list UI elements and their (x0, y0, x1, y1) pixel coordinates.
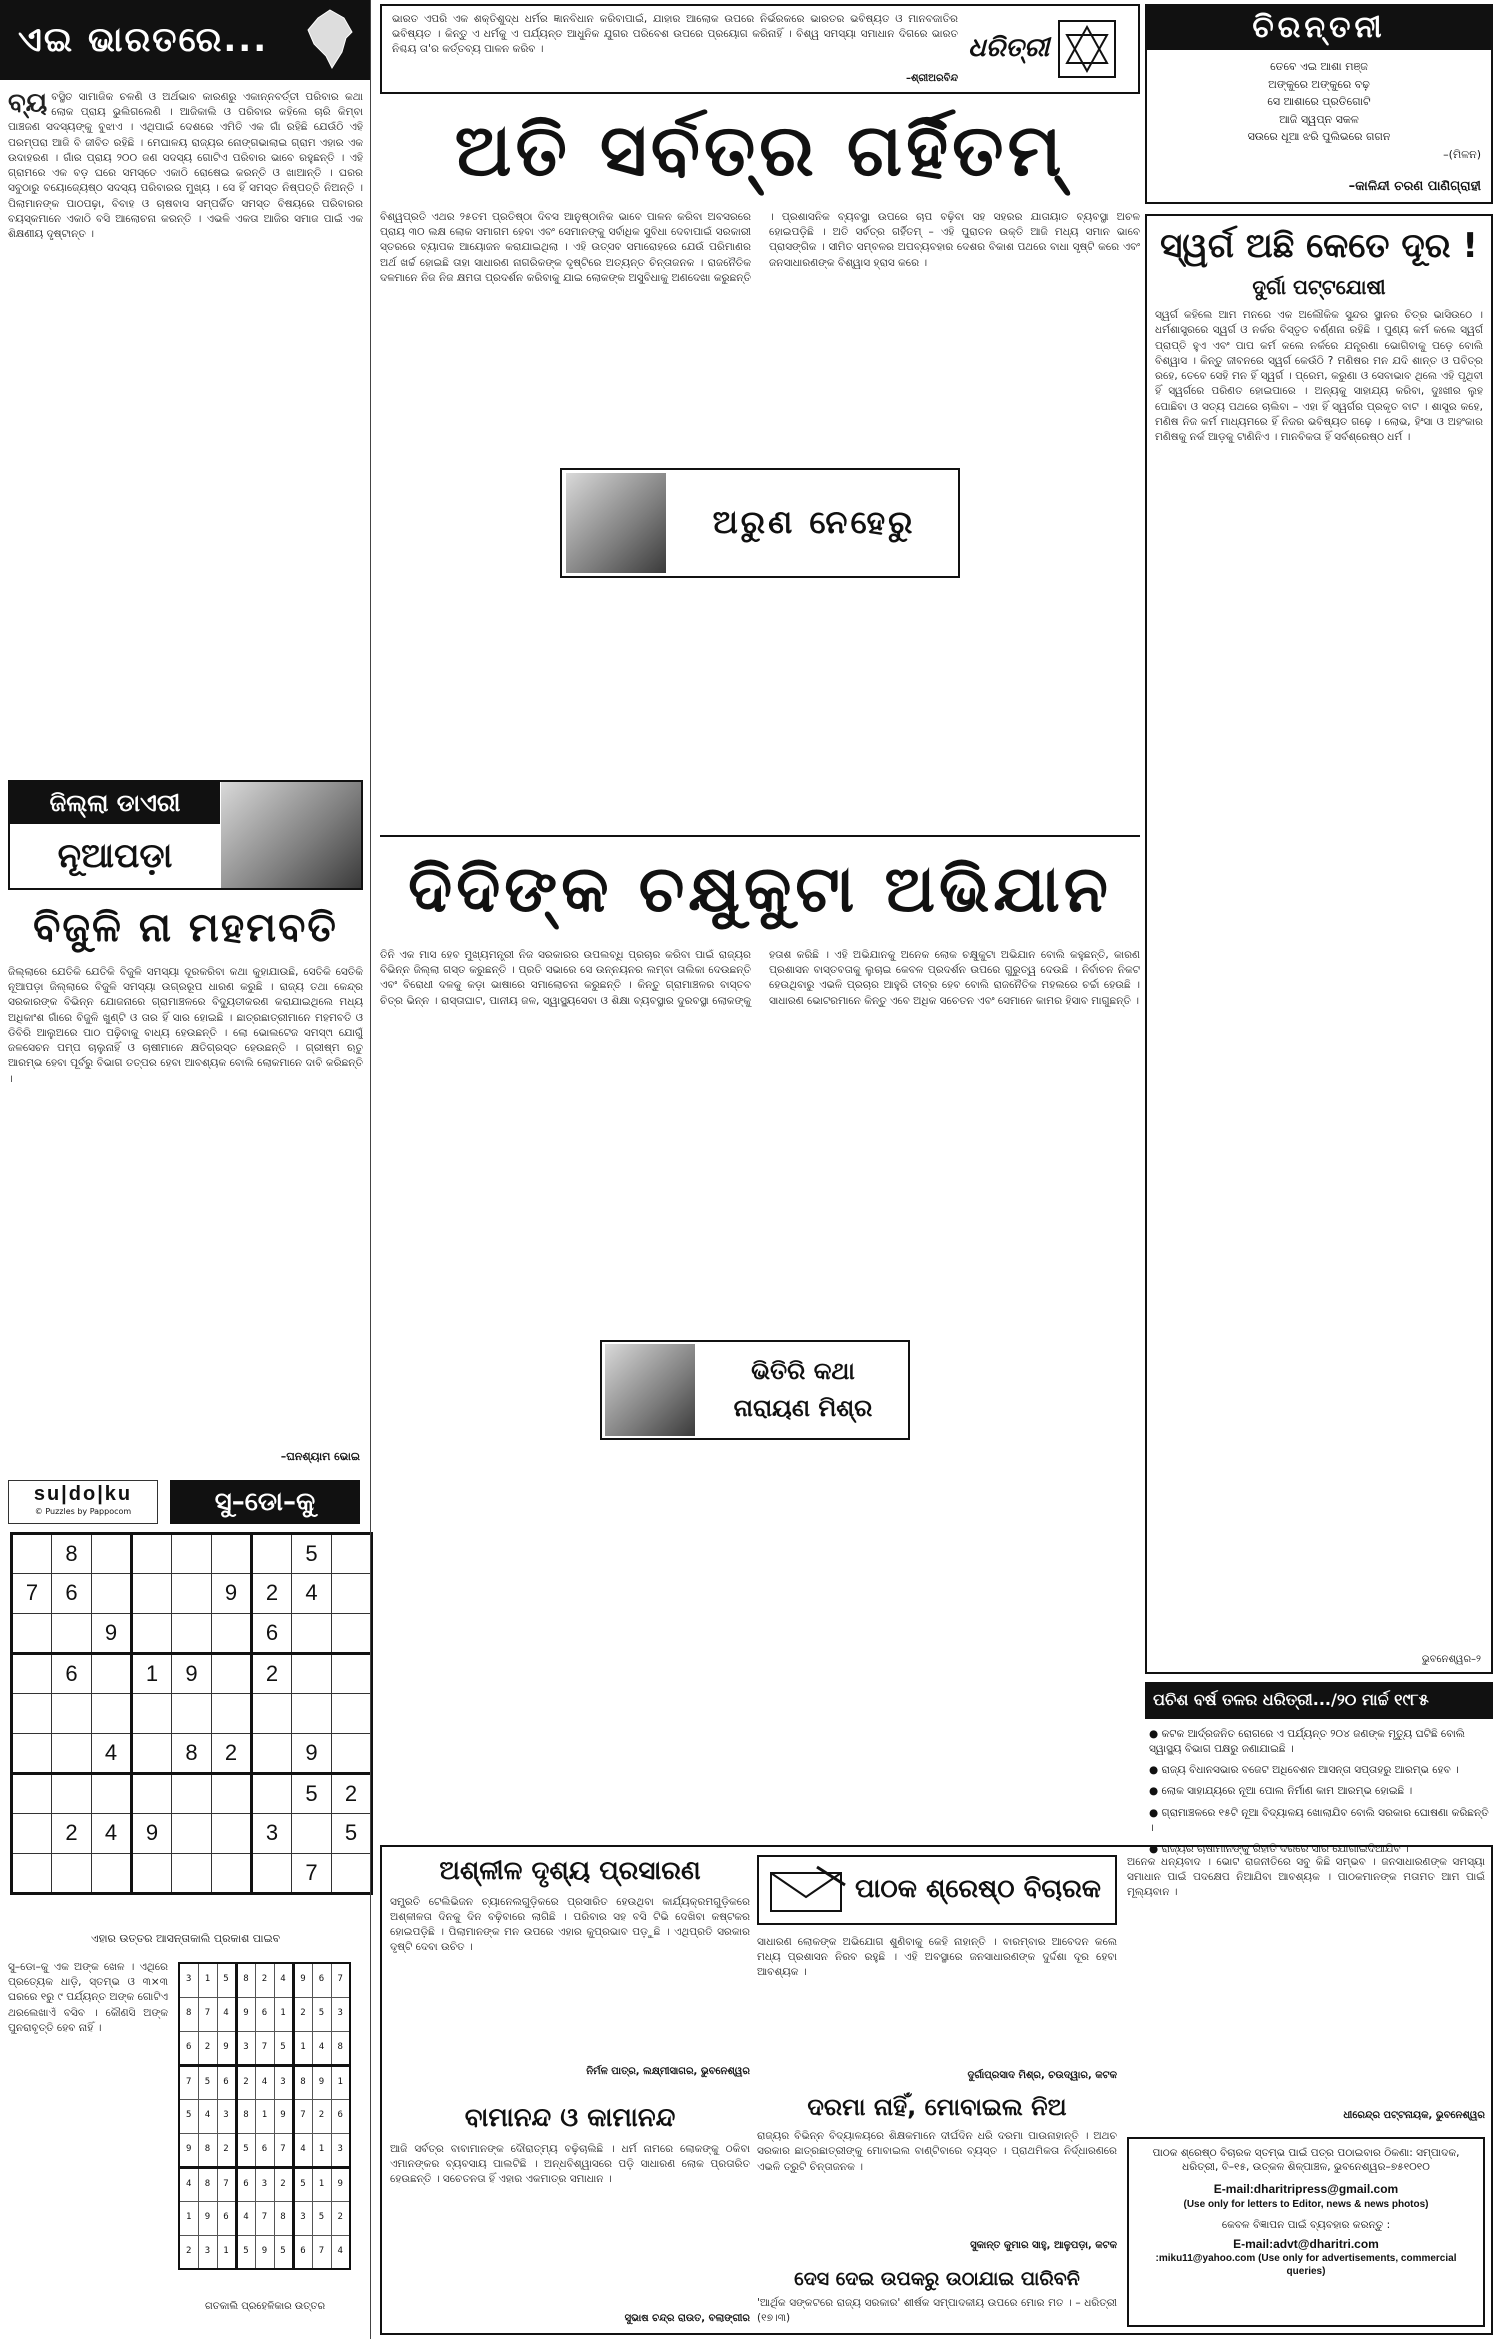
sudoku-cell[interactable] (92, 1654, 132, 1694)
solution-cell: 1 (312, 2133, 331, 2167)
sudoku-cell[interactable] (12, 1534, 52, 1574)
solution-cell: 4 (293, 2133, 312, 2167)
sudoku-cell[interactable] (12, 1854, 52, 1894)
solution-cell: 5 (217, 1963, 236, 1997)
solution-cell: 6 (293, 2235, 312, 2269)
sudoku-cell[interactable]: 1 (132, 1654, 172, 1694)
solution-cell: 1 (274, 1997, 293, 2031)
solution-cell: 3 (331, 2133, 350, 2167)
letter-3-body: ରାଜ୍ୟର ବିଭିନ୍ନ ବିଦ୍ୟାଳୟରେ ଶିକ୍ଷକମାନେ ଦୀର୍ଘଦିନ ଧରି ଦରମା ପାଉନାହାନ୍ତି । ଅଥଚ ସରକାର ଛାତ୍ରଛାତ୍ରୀଙ୍କୁ ମୋବାଇଲ ବାଣ୍ଟିବାରେ ବ୍ୟସ୍ତ । ପ୍ରାଥମିକତା ନିର୍ଦ୍ଧାରଣରେ ଏଭଳି ତ୍ରୁଟି ଚିନ୍ତାଜନକ । (757, 2130, 1117, 2173)
letter-1-title: ଅଶ୍ଳୀଳ ଦୃଶ୍ୟ ପ୍ରସାରଣ (439, 1856, 701, 1886)
poem-line: –(ମିଳନ) (1443, 147, 1481, 161)
ad-email[interactable]: E-mail:advt@dharitri.com (1233, 2236, 1379, 2251)
solution-cell: 9 (312, 2065, 331, 2099)
dignitary-headline: ଦିଦିଙ୍କ ଚକ୍ଷୁକୁଟା ଅଭିଯାନ (408, 853, 1112, 927)
sudoku-row (12, 1814, 372, 1854)
contact-intro (1127, 1855, 1485, 2105)
archive-item-text: ଲୋକ ସାହାଯ୍ୟରେ ନୂଆ ପୋଲ ନିର୍ମାଣ କାମ ଆରମ୍ଭ ହୋଇଛି । (1161, 1785, 1413, 1798)
quote-box (380, 4, 1140, 94)
dignitary-text: ତିନି ଏକ ମାସ ହେବ ମୁଖ୍ୟମନ୍ତ୍ରୀ ନିଜ ସରକାରର ଉପଲବ୍ଧି ପ୍ରଚାର କରିବା ପାଇଁ ରାଜ୍ୟର ବିଭିନ୍ନ ଜିଲ୍ଲା ଗସ୍ତ କରୁଛନ୍ତି । ପ୍ରତି ସଭାରେ ସେ ଉନ୍ନୟନର ଲମ୍ବା ତାଲିକା ଦେଉଛନ୍ତି ଏବଂ ବିରୋଧୀ ଦଳକୁ କଡ଼ା ଭାଷାରେ ସମାଲୋଚନା କରୁଛନ୍ତି । କିନ୍ତୁ ଗ୍ରାମାଞ୍ଚଳର ବାସ୍ତବ ଚିତ୍ର ଭିନ୍ନ । ରାସ୍ତାଘାଟ, ପାନୀୟ ଜଳ, ସ୍ୱାସ୍ଥ୍ୟସେବା ଓ ଶିକ୍ଷା ବ୍ୟବସ୍ଥାର ଦୁରବସ୍ଥା ଲୋକଙ୍କୁ ହତାଶ କରିଛି । ଏହି ଅଭିଯାନକୁ ଅନେକ ଲୋକ ଚକ୍ଷୁକୁଟା ଅଭିଯାନ ବୋଲି କହୁଛନ୍ତି, କାରଣ ପ୍ରଶାସନ ବାସ୍ତବତାକୁ ଲୁଚାଇ କେବଳ ପ୍ରଦର୍ଶନ ଉପରେ ଗୁରୁତ୍ୱ ଦେଉଛି । ନିର୍ବାଚନ ନିକଟ ହେଉଥିବାରୁ ଏଭଳି ପ୍ରଚାର ଆହୁରି ତୀବ୍ର ହେବ ବୋଲି ରାଜନୈତିକ ମହଲରେ ଚର୍ଚ୍ଚା ହେଉଛି । ସାଧାରଣ ଭୋଟରମାନେ କିନ୍ତୁ ଏବେ ଅଧିକ ସଚେତନ ଏବଂ ସେମାନେ କାମର ହିସାବ ମାଗୁଛନ୍ତି । (380, 949, 1140, 1007)
solution-cell: 4 (255, 2065, 274, 2099)
sudoku-cell[interactable]: 9 (172, 1654, 212, 1694)
sudoku-cell[interactable] (252, 1534, 292, 1574)
solution-cell: 3 (331, 1997, 350, 2031)
poem-line: ତେବେ ଏଇ ଆଶା ମଞ୍ଜ (1270, 60, 1368, 73)
sudoku-row (12, 1734, 372, 1774)
solution-cell: 3 (274, 2065, 293, 2099)
sudoku-cell[interactable] (12, 1654, 52, 1694)
poem-line: ଆଜି ସ୍ୱପ୍ନ ସକଳ (1279, 112, 1359, 126)
sudoku-cell[interactable] (332, 1534, 372, 1574)
district-name: ନୂଆପଡ଼ା (57, 836, 173, 876)
archive-item: ● ରାଜ୍ୟ ବିଧାନସଭାର ବଜେଟ ଅଧିବେଶନ ଆସନ୍ତା ସପ୍ତାହରୁ ଆରମ୍ଭ ହେବ । (1149, 1764, 1459, 1777)
sudoku-cell[interactable]: 3 (252, 1814, 292, 1854)
columnist-name: ନାରାୟଣ ମିଶ୍ର (733, 1394, 873, 1422)
solution-cell: 7 (312, 2235, 331, 2269)
sudoku-grid (10, 1532, 373, 1895)
sudoku-cell[interactable]: 2 (332, 1774, 372, 1814)
sudoku-cell[interactable] (12, 1734, 52, 1774)
solution-cell: 9 (179, 2133, 198, 2167)
sudoku-cell[interactable] (332, 1734, 372, 1774)
sudoku-answer-note: ଏହାର ଉତ୍ତର ଆସନ୍ତାକାଲି ପ୍ରକାଶ ପାଇବ (90, 1932, 281, 1945)
solution-cell: 6 (331, 2099, 350, 2133)
sudoku-cell[interactable] (212, 1854, 252, 1894)
solution-cell: 8 (293, 2065, 312, 2099)
solution-cell: 9 (274, 2099, 293, 2133)
sudoku-cell[interactable] (332, 1654, 372, 1694)
sudoku-cell[interactable]: 2 (252, 1654, 292, 1694)
solution-cell: 5 (274, 2031, 293, 2065)
column-byline-box (600, 1340, 910, 1440)
solution-cell: 3 (198, 2235, 217, 2269)
author-photo (566, 473, 666, 573)
solution-row (179, 2133, 350, 2167)
solution-cell: 8 (198, 2167, 217, 2201)
archive-item-text: ରାଜ୍ୟ ବିଧାନସଭାର ବଜେଟ ଅଧିବେଶନ ଆସନ୍ତା ସପ୍ତାହରୁ ଆରମ୍ଭ ହେବ । (1161, 1764, 1459, 1777)
district-photo (221, 782, 361, 888)
solution-cell: 8 (274, 2201, 293, 2235)
columnist-photo (605, 1344, 695, 1436)
sudoku-cell[interactable] (252, 1734, 292, 1774)
solution-cell: 3 (179, 1963, 198, 1997)
sudoku-cell[interactable] (132, 1614, 172, 1654)
sudoku-cell[interactable] (52, 1774, 92, 1814)
archive-item-text: ଗ୍ରାମାଞ୍ଚଳରେ ୧୫ଟି ନୂଆ ବିଦ୍ୟାଳୟ ଖୋଲାଯିବ ବୋଲି ସରକାର ଘୋଷଣା କରିଛନ୍ତି । (1149, 1806, 1489, 1834)
sudoku-row (12, 1574, 372, 1614)
sudoku-cell[interactable]: 9 (92, 1614, 132, 1654)
letter-4 (757, 2267, 1117, 2331)
solution-cell: 2 (312, 2099, 331, 2133)
sudoku-cell[interactable] (212, 1614, 252, 1654)
sudoku-cell[interactable] (132, 1854, 172, 1894)
solution-cell: 4 (312, 2031, 331, 2065)
letter-2-body: ଆଜି ସର୍ବତ୍ର ବାବାମାନଙ୍କ ଦୌରାତ୍ମ୍ୟ ବଢ଼ିଚାଲିଛି । ଧର୍ମ ନାମରେ ଲୋକଙ୍କୁ ଠକିବା ଏମାନଙ୍କର ବ୍ୟବସାୟ ପାଲଟିଛି । ଅନ୍ଧବିଶ୍ୱାସରେ ପଡ଼ି ସାଧାରଣ ଲୋକ ପ୍ରତାରିତ ହେଉଛନ୍ତି । ସଚେତନତା ହିଁ ଏହାର ଏକମାତ୍ର ସମାଧାନ । (390, 2142, 750, 2186)
solution-cell: 2 (217, 2133, 236, 2167)
solution-cell: 1 (198, 1963, 217, 1997)
sudoku-cell[interactable] (132, 1534, 172, 1574)
sudoku-cell[interactable] (52, 1614, 92, 1654)
solution-cell: 1 (255, 2099, 274, 2133)
solution-cell: 9 (255, 2235, 274, 2269)
district-diary-label: ଜିଲ୍ଲା ଡାଏରୀ (10, 782, 220, 824)
archive-item: ● କଟକ ଆର୍ଦ୍ରଜନିତ ରୋଗରେ ଏ ପର୍ଯ୍ୟନ୍ତ ୨୦୪ ଜଣଙ୍କ ମୃତ୍ୟୁ ଘଟିଛି ବୋଲି ସ୍ୱାସ୍ଥ୍ୟ ବିଭାଗ ପକ୍ଷରୁ ଜଣାଯାଇଛି । (1149, 1727, 1465, 1756)
sudoku-cell[interactable] (332, 1854, 372, 1894)
solution-cell: 8 (331, 2031, 350, 2065)
sudoku-solution-grid (178, 1962, 351, 2270)
solution-cell: 7 (179, 2065, 198, 2099)
sudoku-brand (8, 1480, 158, 1524)
india-map-icon (300, 8, 360, 72)
solution-cell: 2 (331, 2201, 350, 2235)
heaven-author: ଦୁର୍ଗା ପଟ୍ଟଯୋଷୀ (1252, 275, 1386, 300)
solution-cell: 2 (179, 2235, 198, 2269)
sudoku-prev-solution-label: ଗତକାଲି ପ୍ରହେଳିକାର ଉତ୍ତର (204, 2301, 326, 2312)
sudoku-cell[interactable] (52, 1734, 92, 1774)
poem-line: ଅଙ୍କୁରେ ଅଙ୍କୁରେ ବଢ଼ (1268, 77, 1370, 91)
solution-cell: 5 (312, 1997, 331, 2031)
sudoku-cell[interactable] (172, 1614, 212, 1654)
letter-3-title: ଦରମା ନାହିଁ, ମୋବାଇଲ ନିଅ (807, 2093, 1067, 2121)
left-feature-body: ବସ୍ଥିତ ସାମାଜିକ ଚଳଣି ଓ ଅର୍ଥଭାବ କାରଣରୁ ଏକାନ୍ନବର୍ତ୍ତୀ ପରିବାର କଥା ଲୋକ ପ୍ରାୟ ଭୁଲିଗଲେଣି । ଆଜିକାଲି ଓ ପରିବାର କହିଲେ ଚାରି କିମ୍ବା ପାଞ୍ଚଜଣ ସଦସ୍ୟଙ୍କୁ ବୁଝାଏ । ଏଥିପାଇଁ ଦେଶରେ ଏମିତି ଏକ ଗାଁ ରହିଛି ଯେଉଁଠି ଏହି ପରମ୍ପରା ଆଜି ବି ଜୀବିତ ରହିଛି । ମେଘାଳୟ ରାଜ୍ୟର ନୋଙ୍ଗଭାଲାଇ ଗ୍ରାମ ଏହାର ଏକ ଉଦାହରଣ । ଗାଁର ପ୍ରାୟ ୨୦୦ ଜଣ ସଦସ୍ୟ ଗୋଟିଏ ପରିବାର ଭାବେ ରହୁଛନ୍ତି । ଏହି ଗ୍ରାମରେ ଏକ ବଡ଼ ଘରେ ସମସ୍ତେ ଏକାଠି ରୋଷେଇ କରନ୍ତି ଓ ଖାଆନ୍ତି । ଘରର ସବୁଠାରୁ ବୟୋଜ୍ୟେଷ୍ଠ ସଦସ୍ୟ ପରିବାରର ମୁଖ୍ୟ । ସେ ହିଁ ସମସ୍ତ ନିଷ୍ପତ୍ତି ନିଅନ୍ତି । ପିଲାମାନଙ୍କ ପାଠପଢ଼ା, ବିବାହ ଓ ଚାଷବାସ ସମ୍ପର୍କିତ ସମସ୍ତ ବିଷୟରେ ପରିବାରର ବୟସ୍କମାନେ ଏକାଠି ବସି ଆଲୋଚନା କରନ୍ତି । ଏଭଳି ଏକତା ଆଜିର ସମାଜ ପାଇଁ ଏକ ଶିକ୍ଷଣୀୟ ଦୃଷ୍ଟାନ୍ତ । (8, 91, 363, 240)
solution-row (179, 2031, 350, 2065)
sudoku-cell[interactable]: 8 (52, 1534, 92, 1574)
sudoku-cell[interactable]: 4 (92, 1814, 132, 1854)
solution-cell: 5 (293, 2167, 312, 2201)
sudoku-cell[interactable]: 5 (292, 1774, 332, 1814)
sudoku-cell[interactable] (172, 1814, 212, 1854)
sudoku-cell[interactable]: 9 (132, 1814, 172, 1854)
letter-2 (390, 2102, 750, 2332)
solution-cell: 8 (198, 2133, 217, 2167)
solution-cell: 6 (217, 2201, 236, 2235)
archive-item: ● ଲୋକ ସାହାଯ୍ୟରେ ନୂଆ ପୋଲ ନିର୍ମାଣ କାମ ଆରମ୍ଭ ହୋଇଛି । (1149, 1785, 1413, 1798)
sudoku-cell[interactable] (292, 1614, 332, 1654)
solution-cell: 1 (331, 2065, 350, 2099)
letter-3 (757, 2092, 1117, 2262)
sudoku-rules-text: ସୁ–ଡୋ–କୁ ଏକ ଅଙ୍କ ଖେଳ । ଏଥିରେ ପ୍ରତ୍ୟେକ ଧାଡ଼ି, ସ୍ତମ୍ଭ ଓ ୩×୩ ଘରରେ ୧ରୁ ୯ ପର୍ଯ୍ୟନ୍ତ ଅଙ୍କ ଗୋଟିଏ ଥରଲେଖାଏଁ ବସିବ । କୌଣସି ଅଙ୍କ ପୁନରାବୃତ୍ତି ହେବ ନାହିଁ । (8, 1961, 168, 2034)
sudoku-cell[interactable]: 4 (92, 1734, 132, 1774)
sudoku-cell[interactable]: 7 (12, 1574, 52, 1614)
sudoku-cell[interactable] (172, 1854, 212, 1894)
solution-cell: 1 (217, 2235, 236, 2269)
sudoku-rules (8, 1960, 168, 2280)
solution-row (179, 2065, 350, 2099)
main-headline: ଅତି ସର୍ବତ୍ର ଗର୍ହିତମ୍ (454, 108, 1066, 192)
column-label: ଭିତିରି କଥା (751, 1356, 855, 1385)
solution-cell: 1 (179, 2201, 198, 2235)
letter-1-sign: ନିର୍ମଳ ପାତ୍ର, ଲକ୍ଷ୍ମୀସାଗର, ଭୁବନେଶ୍ୱର (586, 2065, 750, 2077)
sudoku-cell[interactable]: 4 (292, 1574, 332, 1614)
sudoku-cell[interactable] (212, 1534, 252, 1574)
electricity-author: –ଘନଶ୍ୟାମ ଭୋଇ (280, 1450, 360, 1463)
sudoku-cell[interactable] (92, 1694, 132, 1734)
letter-3-sign: ସୁକାନ୍ତ କୁମାର ସାହୁ, ଆଳୁପଡ଼ା, କଟକ (970, 2240, 1117, 2252)
sudoku-cell[interactable]: 9 (292, 1734, 332, 1774)
solution-cell: 3 (293, 2201, 312, 2235)
quote-author: –ଶ୍ରୀଅରବିନ୍ଦ (905, 73, 958, 84)
poem-lines (1147, 50, 1491, 172)
drop-cap: ବ୍ୟ (8, 90, 48, 118)
logo-text: ଧରିତ୍ରୀ (968, 33, 1050, 64)
solution-cell: 4 (274, 1963, 293, 1997)
solution-cell: 9 (293, 1963, 312, 1997)
sudoku-cell[interactable] (172, 1694, 212, 1734)
solution-cell: 2 (198, 2031, 217, 2065)
ad-label: କେବଳ ବିଜ୍ଞାପନ ପାଇଁ ବ୍ୟବହାର କରନ୍ତୁ : (1221, 2218, 1391, 2231)
solution-cell: 5 (179, 2099, 198, 2133)
sudoku-cell[interactable] (92, 1774, 132, 1814)
poet-name: –କାଳିନ୍ଦୀ ଚରଣ ପାଣିଗ୍ରାହୀ (1348, 179, 1481, 195)
sudoku-cell[interactable]: 7 (292, 1854, 332, 1894)
sudoku-cell[interactable] (172, 1774, 212, 1814)
contact-intro-sign: ଧୀରେନ୍ଦ୍ର ପଟ୍ଟନାୟକ, ଭୁବନେଶ୍ୱର (1343, 2110, 1485, 2121)
sudoku-cell[interactable] (12, 1694, 52, 1734)
district-diary-box (8, 780, 363, 890)
sudoku-cell[interactable] (292, 1654, 332, 1694)
solution-cell: 8 (236, 2099, 255, 2133)
author-name: ଅରୁଣ ନେହେରୁ (712, 503, 916, 542)
letter-4-body: 'ଆର୍ଥିକ ସଙ୍କଟରେ ରାଜ୍ୟ ସରକାର' ଶୀର୍ଷକ ସମ୍ପାଦକୀୟ ଉପରେ ମୋର ମତ । – ଧରିତ୍ରୀ (୧୭।୩) (757, 2296, 1117, 2324)
sudoku-brand-logo: su|do|ku (33, 1483, 133, 1505)
solution-cell: 7 (198, 1997, 217, 2031)
sudoku-cell[interactable] (52, 1694, 92, 1734)
sudoku-cell[interactable] (332, 1574, 372, 1614)
solution-cell: 9 (198, 2201, 217, 2235)
solution-row (179, 1997, 350, 2031)
sudoku-cell[interactable]: 2 (212, 1734, 252, 1774)
heaven-headline: ସ୍ୱର୍ଗ ଅଛି କେତେ ଦୂର ! (1160, 226, 1478, 266)
letter-1 (390, 1855, 750, 2095)
solution-cell: 4 (217, 1997, 236, 2031)
solution-row (179, 2201, 350, 2235)
solution-cell: 6 (255, 2133, 274, 2167)
sudoku-row (12, 1614, 372, 1654)
solution-cell: 4 (179, 2167, 198, 2201)
star-emblem-icon (1057, 19, 1117, 79)
archive-title: ପଚିଶ ବର୍ଷ ତଳର ଧରିତ୍ରୀ.../୨୦ ମାର୍ଚ୍ଚ ୧୯୮୫ (1145, 1682, 1493, 1719)
letter-1-body: ସମ୍ପ୍ରତି ଟେଲିଭିଜନ ଚ୍ୟାନେଲଗୁଡ଼ିକରେ ପ୍ରସାରିତ ହେଉଥିବା କାର୍ଯ୍ୟକ୍ରମଗୁଡ଼ିକରେ ଅଶ୍ଳୀଳତା ଦିନକୁ ଦିନ ବଢ଼ିବାରେ ଲାଗିଛି । ପରିବାର ସହ ବସି ଟିଭି ଦେଖିବା କଷ୍ଟକର ହୋଇପଡ଼ିଛି । ପିଲାମାନଙ୍କ ମନ ଉପରେ ଏହାର କୁପ୍ରଭାବ ପଡ଼ୁଛି । ଏଥିପ୍ରତି ସରକାର ଦୃଷ୍ଟି ଦେବା ଉଚିତ । (390, 1895, 750, 1954)
solution-cell: 8 (236, 1963, 255, 1997)
sudoku-cell[interactable] (172, 1574, 212, 1614)
solution-cell: 2 (274, 2167, 293, 2201)
sudoku-cell[interactable]: 8 (172, 1734, 212, 1774)
left-feature-article (8, 90, 363, 770)
sudoku-cell[interactable] (132, 1734, 172, 1774)
solution-cell: 9 (236, 1997, 255, 2031)
solution-cell: 6 (255, 1997, 274, 2031)
sudoku-row (12, 1854, 372, 1894)
solution-cell: 8 (179, 1997, 198, 2031)
sudoku-cell[interactable] (212, 1814, 252, 1854)
sudoku-cell[interactable] (132, 1574, 172, 1614)
main-editorial-text: ବିଶ୍ୱପ୍ରତି ଏଥର ୨୫ତମ ପ୍ରତିଷ୍ଠା ଦିବସ ଆନୁଷ୍ଠାନିକ ଭାବେ ପାଳନ କରିବା ଅବସରରେ ପ୍ରାୟ ୩୦ ଲକ୍ଷ ଲୋକ ସମାଗମ ହେବା ଏବଂ ସେମାନଙ୍କୁ ସର୍ବାଧିକ ସୁବିଧା ଦେବାପାଇଁ ସରକାରୀ ସ୍ତରରେ ବ୍ୟାପକ ଆୟୋଜନ କରାଯାଇଥିଲା । ଏହି ଉତ୍ସବ ସମାରୋହରେ ଯେଉଁ ପରିମାଣର ଅର୍ଥ ଖର୍ଚ୍ଚ ହୋଇଛି ତାହା ସାଧାରଣ ନାଗରିକଙ୍କ ଦୃଷ୍ଟିରେ ଅତ୍ୟନ୍ତ ଚିନ୍ତାଜନକ । ରାଜନୈତିକ ଦଳମାନେ ନିଜ ନିଜ କ୍ଷମତା ପ୍ରଦର୍ଶନ କରିବାକୁ ଯାଇ ଲୋକଙ୍କ ଅସୁବିଧାକୁ ଅଣଦେଖା କରୁଛନ୍ତି । ପ୍ରଶାସନିକ ବ୍ୟବସ୍ଥା ଉପରେ ଚାପ ବଢ଼ିବା ସହ ସହରର ଯାତାୟାତ ବ୍ୟବସ୍ଥା ଅଚଳ ହୋଇପଡ଼ିଛି । ଅତି ସର୍ବତ୍ର ଗର୍ହିତମ୍ – ଏହି ପୁରାତନ ଉକ୍ତି ଆଜି ମଧ୍ୟ ସମାନ ଭାବେ ପ୍ରାସଙ୍ଗିକ । ସୀମିତ ସମ୍ବଳର ଅପବ୍ୟବହାର ଦେଶର ବିକାଶ ପଥରେ ବାଧା ସୃଷ୍ଟି କରେ ଏବଂ ଜନସାଧାରଣଙ୍କ ବିଶ୍ୱାସ ହ୍ରାସ କରେ । (380, 211, 1140, 284)
sudoku-cell[interactable]: 2 (52, 1814, 92, 1854)
letter-middle-sign: ଦୁର୍ଗାପ୍ରସାଦ ମିଶ୍ର, ଚଉଦ୍ୱାର, କଟକ (967, 2070, 1117, 2081)
sudoku-cell[interactable] (212, 1654, 252, 1694)
solution-cell: 5 (236, 2235, 255, 2269)
solution-cell: 5 (312, 2201, 331, 2235)
sudoku-cell[interactable] (92, 1534, 132, 1574)
sudoku-cell[interactable] (92, 1854, 132, 1894)
electricity-body (8, 965, 363, 1445)
solution-cell: 9 (331, 2167, 350, 2201)
solution-cell: 2 (236, 2065, 255, 2099)
quote-text: ଭାରତ ଏପରି ଏକ ଶକ୍ତିଶୁଦ୍ଧ ଧର୍ମର ଜ୍ଞାନବିଧାନ କରିବାପାଇଁ, ଯାହାର ଆଲୋକ ଉପରେ ନିର୍ଭରକରେ ଭାରତର ଭବିଷ୍ୟତ ଓ ମାନବଜାତିର ଭବିଷ୍ୟତ । କିନ୍ତୁ ଏ ଧର୍ମକୁ ଏ ପର୍ଯ୍ୟନ୍ତ ଆଧୁନିକ ଯୁଗର ପରିବେଶ ଉପରେ ପ୍ରୟୋଗ କରିନାହିଁ । ବିଶ୍ୱ ସମସ୍ୟା ସମାଧାନ ଦିଗରେ ଭାରତ ନିଶ୍ଚୟ ତା'ର କର୍ତ୍ତବ୍ୟ ପାଳନ କରିବ । (392, 13, 958, 56)
solution-cell: 7 (293, 2099, 312, 2133)
poem-box (1145, 4, 1493, 204)
solution-row (179, 2235, 350, 2269)
sudoku-cell[interactable]: 2 (252, 1574, 292, 1614)
sudoku-cell[interactable] (172, 1534, 212, 1574)
solution-cell: 9 (217, 2031, 236, 2065)
sudoku-row (12, 1694, 372, 1734)
archive-item-text: କଟକ ଆର୍ଦ୍ରଜନିତ ରୋଗରେ ଏ ପର୍ଯ୍ୟନ୍ତ ୨୦୪ ଜଣଙ୍କ ମୃତ୍ୟୁ ଘଟିଛି ବୋଲି ସ୍ୱାସ୍ଥ୍ୟ ବିଭାଗ ପକ୍ଷରୁ ଜଣାଯାଇଛି । (1149, 1727, 1465, 1756)
solution-cell: 3 (255, 2167, 274, 2201)
sudoku-row (12, 1654, 372, 1694)
sudoku-cell[interactable] (252, 1854, 292, 1894)
editor-email[interactable]: E-mail:dharitripress@gmail.com (1213, 2182, 1399, 2197)
electricity-headline: ବିଜୁଳି ନା ମହମବତି (33, 905, 338, 951)
editor-email-note: (Use only for letters to Editor, news & news photos) (1183, 2198, 1429, 2210)
poem-line: ସେ ଆଶାରେ ପ୍ରତିଗୋଟି (1267, 95, 1371, 109)
letter-2-sign: ସୁଭାଷ ଚନ୍ଦ୍ର ରାଉତ, ବଲାଙ୍ଗୀର (624, 2312, 750, 2324)
sudoku-cell[interactable] (132, 1694, 172, 1734)
sudoku-cell[interactable] (92, 1574, 132, 1614)
solution-cell: 6 (236, 2167, 255, 2201)
solution-cell: 4 (236, 2201, 255, 2235)
sudoku-cell[interactable] (292, 1814, 332, 1854)
solution-cell: 7 (331, 1963, 350, 1997)
solution-cell: 7 (255, 2201, 274, 2235)
contact-intro-text: ଅନେକ ଧନ୍ୟବାଦ । ଭୋଟ ରାଜନୀତିରେ ସବୁ କିଛି ସମ୍ଭବ । ଜନସାଧାରଣଙ୍କ ସମସ୍ୟା ସମାଧାନ ପାଇଁ ପଦକ୍ଷେପ ନିଆଯିବା ଆବଶ୍ୟକ । ପାଠକମାନଙ୍କ ମତାମତ ଆମ ପାଇଁ ମୂଲ୍ୟବାନ । (1127, 1856, 1485, 1899)
solution-cell: 6 (217, 2065, 236, 2099)
poem-title: ଚିରନ୍ତନୀ (1147, 6, 1491, 50)
heaven-dateline: ଭୁବନେଶ୍ୱର–୨ (1421, 1654, 1481, 1665)
sudoku-cell[interactable] (12, 1614, 52, 1654)
solution-cell: 6 (179, 2031, 198, 2065)
archive-item: ● ଗ୍ରାମାଞ୍ଚଳରେ ୧୫ଟି ନୂଆ ବିଦ୍ୟାଳୟ ଖୋଲାଯିବ ବୋଲି ସରକାର ଘୋଷଣା କରିଛନ୍ତି । (1149, 1806, 1489, 1834)
electricity-text: ଜିଲ୍ଲାରେ ଯେତିକି ଯେତିକି ବିଜୁଳି ସମସ୍ୟା ଦୂରକରିବା କଥା କୁହାଯାଉଛି, ସେତିକି ସେତିକି ନୂଆପଡ଼ା ଜିଲ୍ଲାରେ ବିଜୁଳି ସମସ୍ୟା ଉଗ୍ରରୂପ ଧାରଣ କରୁଛି । ରାଜ୍ୟ ତଥା କେନ୍ଦ୍ର ସରକାରଙ୍କ ବିଭିନ୍ନ ଯୋଜନାରେ ଗ୍ରାମାଞ୍ଚଳରେ ବିଦ୍ୟୁତୀକରଣ କରାଯାଇଥିଲେ ମଧ୍ୟ ଅଧିକାଂଶ ଗାଁରେ ବିଜୁଳି ଖୁଣ୍ଟି ଓ ତାର ହିଁ ସାର ହୋଇଛି । ଛାତ୍ରଛାତ୍ରୀମାନେ ମହମବତି ଓ ଡିବିରି ଆଲୁଅରେ ପାଠ ପଢ଼ିବାକୁ ବାଧ୍ୟ ହେଉଛନ୍ତି । ଲୋ ଭୋଲଟେଜ ସମସ୍୯ା ଯୋଗୁଁ ଜଳସେଚନ ପମ୍ପ ଚାଲୁନାହିଁ ଓ ଚାଷୀମାନେ କ୍ଷତିଗ୍ରସ୍ତ ହେଉଛନ୍ତି । ଗ୍ରୀଷ୍ମ ଋତୁ ଆରମ୍ଭ ହେବା ପୂର୍ବରୁ ବିଭାଗ ତତ୍ପର ହେବା ଆବଶ୍ୟକ ବୋଲି ଲୋକମାନେ ଦାବି କରିଛନ୍ତି । (8, 966, 363, 1085)
letter-4-title: ଦେସ ଦେଇ ଉପକରୁ ଉଠାଯାଇ ପାରିବନି (794, 2268, 1080, 2290)
ad-email-2[interactable]: :miku11@yahoo.com (Use only for advertisements, commercial queries) (1155, 2253, 1457, 2278)
poem-line: ସଉରେ ଧୂଆ ଝରି ପୁଲିଭରେ ଗଗନ (1247, 130, 1391, 144)
archive-item-text: ରାଜ୍ୟର ଚାଷୀମାନଙ୍କୁ ରିହାତି ଦରରେ ସାର ଯୋଗାଇଦିଆଯିବ । (1161, 1843, 1409, 1856)
solution-cell: 1 (293, 2031, 312, 2065)
solution-cell: 6 (312, 1963, 331, 1997)
sudoku-cell[interactable] (292, 1694, 332, 1734)
solution-cell: 2 (255, 1963, 274, 1997)
sudoku-cell[interactable] (132, 1774, 172, 1814)
solution-cell: 3 (217, 2099, 236, 2133)
contact-address: ପାଠକ ଶ୍ରେଷ୍ଠ ବିଚାରକ ସ୍ତମ୍ଭ ପାଇଁ ପତ୍ର ପଠାଇବାର ଠିକଣା: ସମ୍ପାଦକ, ଧରିତ୍ରୀ, ବି–୧୫, ଉତ୍କଳ ଶିଳ୍ପାଞ୍ଚଳ, ଭୁବନେଶ୍ୱର–୭୫୧୦୧୦ (1152, 2147, 1460, 2173)
solution-cell: 7 (274, 2133, 293, 2167)
archive-item: ● ରାଜ୍ୟର ଚାଷୀମାନଙ୍କୁ ରିହାତି ଦରରେ ସାର ଯୋଗାଇଦିଆଯିବ । (1149, 1843, 1409, 1856)
horizontal-rule (380, 835, 1140, 837)
solution-cell: 2 (293, 1997, 312, 2031)
contact-box (1127, 2137, 1485, 2327)
sudoku-cell[interactable]: 5 (292, 1534, 332, 1574)
letter-2-title: ବାମାନନ୍ଦ ଓ କାମାନନ୍ଦ (464, 2103, 676, 2133)
solution-cell: 1 (312, 2167, 331, 2201)
sudoku-cell[interactable]: 6 (52, 1574, 92, 1614)
solution-cell: 7 (255, 2031, 274, 2065)
author-byline-box (560, 468, 960, 578)
letter-middle (757, 1935, 1117, 2065)
sudoku-title: ସୁ–ଡୋ–କୁ (170, 1480, 360, 1524)
sudoku-cell[interactable] (12, 1814, 52, 1854)
sudoku-cell[interactable] (12, 1774, 52, 1814)
sudoku-cell[interactable]: 9 (212, 1574, 252, 1614)
letters-section (380, 1845, 1493, 2335)
solution-cell: 3 (236, 2031, 255, 2065)
sudoku-cell[interactable] (52, 1854, 92, 1894)
solution-row (179, 2167, 350, 2201)
solution-cell: 4 (198, 2099, 217, 2133)
envelope-icon (767, 1865, 847, 1915)
sudoku-cell[interactable] (212, 1774, 252, 1814)
sudoku-credit: © Puzzles by Pappocom (34, 1507, 132, 1516)
sudoku-cell[interactable]: 6 (52, 1654, 92, 1694)
solution-cell: 5 (274, 2235, 293, 2269)
solution-cell: 5 (236, 2133, 255, 2167)
sudoku-cell[interactable] (332, 1694, 372, 1734)
sudoku-row (12, 1534, 372, 1574)
sudoku-cell[interactable]: 5 (332, 1814, 372, 1854)
sudoku-cell[interactable] (252, 1774, 292, 1814)
solution-cell: 5 (198, 2065, 217, 2099)
heaven-body: ସ୍ୱର୍ଗ କହିଲେ ଆମ ମନରେ ଏକ ଅଲୌକିକ ସୁନ୍ଦର ସ୍ଥାନର ଚିତ୍ର ଭାସିଉଠେ । ଧର୍ମଶାସ୍ତ୍ରରେ ସ୍ୱର୍ଗ ଓ ନର୍କର ବିସ୍ତୃତ ବର୍ଣ୍ଣନା ରହିଛି । ପୁଣ୍ୟ କର୍ମ କଲେ ସ୍ୱର୍ଗ ପ୍ରାପ୍ତି ହୁଏ ଏବଂ ପାପ କର୍ମ କଲେ ନର୍କରେ ଯନ୍ତ୍ରଣା ଭୋଗିବାକୁ ପଡ଼େ ବୋଲି ବିଶ୍ୱାସ । କିନ୍ତୁ ଜୀବନରେ ସ୍ୱର୍ଗ କେଉଁଠି ? ମଣିଷର ମନ ଯଦି ଶାନ୍ତ ଓ ପବିତ୍ର ରହେ, ତେବେ ସେହି ମନ ହିଁ ସ୍ୱର୍ଗ । ପ୍ରେମ, କରୁଣା ଓ ସେବାଭାବ ଥିଲେ ଏହି ପୃଥିବୀ ହିଁ ସ୍ୱର୍ଗରେ ପରିଣତ ହୋଇପାରେ । ଅନ୍ୟକୁ ସାହାଯ୍ୟ କରିବା, ଦୁଃଖୀର ଲୁହ ପୋଛିବା ଓ ସତ୍ୟ ପଥରେ ଚାଲିବା – ଏହା ହିଁ ସ୍ୱର୍ଗର ପ୍ରକୃତ ବାଟ । ଶାସ୍ତ୍ର କହେ, ମଣିଷ ନିଜ କର୍ମ ମାଧ୍ୟମରେ ହିଁ ନିଜର ଭବିଷ୍ୟତ ଗଢ଼େ । ଲୋଭ, ହିଂସା ଓ ଅହଂକାର ମଣିଷକୁ ନର୍କ ଆଡ଼କୁ ଟାଣିନିଏ । ମାନବିକତା ହିଁ ସର୍ବଶ୍ରେଷ୍ଠ ଧର୍ମ । (1155, 309, 1483, 443)
sudoku-cell[interactable] (332, 1614, 372, 1654)
letter-middle-body: ସାଧାରଣ ଲୋକଙ୍କ ଅଭିଯୋଗ ଶୁଣିବାକୁ କେହି ନାହାନ୍ତି । ବାରମ୍ବାର ଆବେଦନ କଲେ ମଧ୍ୟ ପ୍ରଶାସନ ନିରବ ରହୁଛି । ଏହି ଅବସ୍ଥାରେ ଜନସାଧାରଣଙ୍କ ଦୁର୍ଦ୍ଦଶା ଦୂର ହେବା ଆବଶ୍ୟକ । (757, 1936, 1117, 1979)
section-title: ଏଇ ଭାରତରେ... (18, 19, 269, 60)
heaven-article-box (1145, 214, 1493, 1674)
solution-row (179, 1963, 350, 1997)
sudoku-cell[interactable] (252, 1694, 292, 1734)
letters-section-title: ପାଠକ ଶ୍ରେଷ୍ଠ ବିଚାରକ (855, 1874, 1102, 1905)
sudoku-row (12, 1774, 372, 1814)
solution-row (179, 2099, 350, 2133)
letters-header (757, 1855, 1117, 1925)
section-header-ei-bharatare (0, 0, 370, 80)
masthead-logo (968, 12, 1128, 86)
sudoku-cell[interactable]: 6 (252, 1614, 292, 1654)
sudoku-cell[interactable] (212, 1694, 252, 1734)
column-divider (370, 0, 371, 2339)
solution-cell: 7 (217, 2167, 236, 2201)
solution-cell: 4 (331, 2235, 350, 2269)
